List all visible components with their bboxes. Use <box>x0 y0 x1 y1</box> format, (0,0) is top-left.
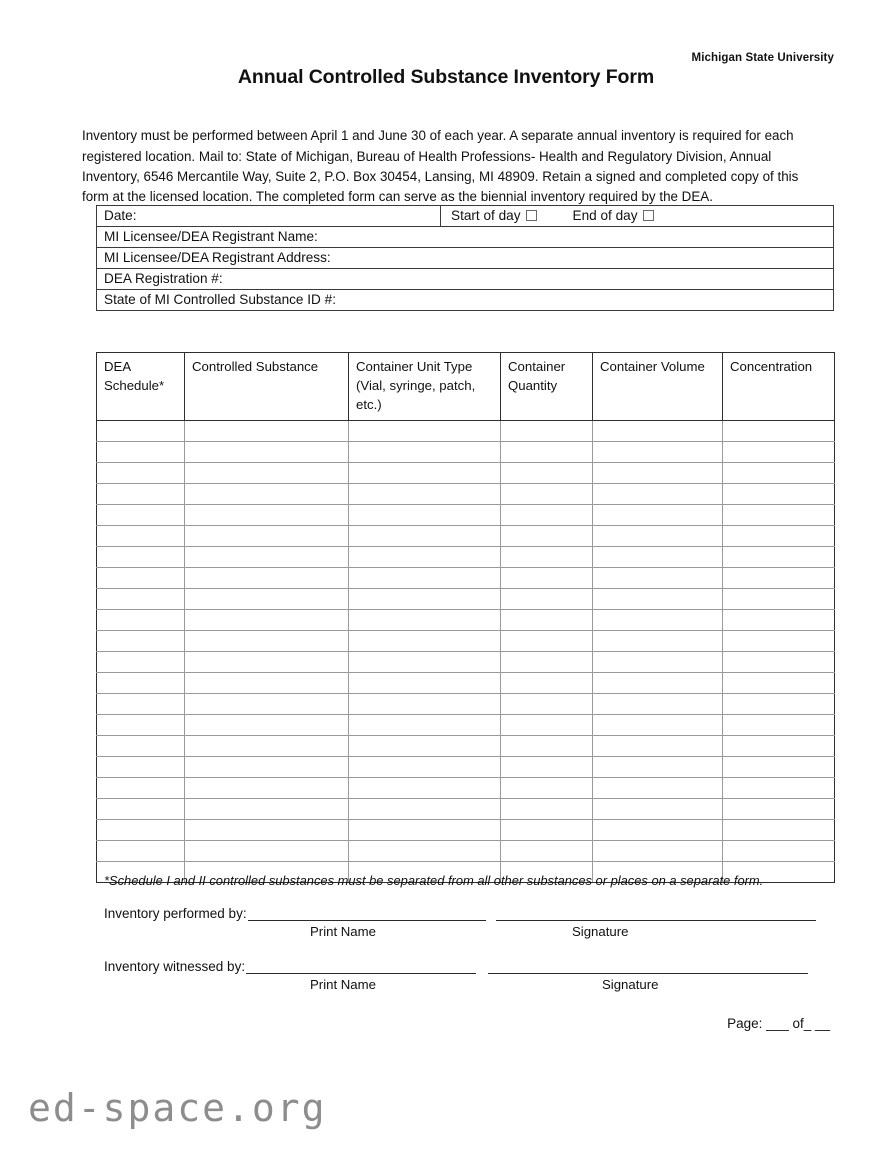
grid-cell[interactable] <box>723 820 835 841</box>
grid-cell[interactable] <box>349 526 501 547</box>
grid-cell[interactable] <box>97 820 185 841</box>
grid-cell[interactable] <box>593 778 723 799</box>
grid-cell[interactable] <box>185 841 349 862</box>
grid-cell[interactable] <box>723 442 835 463</box>
grid-cell[interactable] <box>349 715 501 736</box>
table-row <box>97 421 835 442</box>
grid-cell[interactable] <box>349 463 501 484</box>
header-line: Container Unit Type <box>356 359 473 374</box>
inventory-grid-body <box>97 421 835 883</box>
grid-cell[interactable] <box>97 736 185 757</box>
grid-cell[interactable] <box>501 715 593 736</box>
site-watermark: ed-space.org <box>28 1086 327 1130</box>
table-row-date <box>97 206 834 227</box>
column-header-container-unit-type <box>349 353 501 421</box>
witnessed-signature-field[interactable] <box>488 960 808 974</box>
grid-cell[interactable] <box>349 757 501 778</box>
table-row <box>97 715 835 736</box>
signature-captions <box>104 921 844 941</box>
grid-cell[interactable] <box>501 442 593 463</box>
table-row-licensee-address <box>97 248 834 269</box>
header-line: (Vial, syringe, patch, <box>356 378 476 393</box>
grid-cell[interactable] <box>593 736 723 757</box>
table-row <box>97 442 835 463</box>
grid-cell[interactable] <box>349 694 501 715</box>
grid-cell[interactable] <box>723 484 835 505</box>
grid-cell[interactable] <box>593 715 723 736</box>
grid-cell[interactable] <box>723 463 835 484</box>
performed-print-name-field[interactable] <box>248 907 486 921</box>
table-row <box>97 505 835 526</box>
table-row <box>97 757 835 778</box>
info-label-licensee-name[interactable]: MI Licensee/DEA Registrant Name: <box>97 227 834 248</box>
grid-cell[interactable] <box>97 757 185 778</box>
grid-cell[interactable] <box>501 799 593 820</box>
column-header-concentration <box>723 353 835 421</box>
grid-cell[interactable] <box>185 463 349 484</box>
grid-cell[interactable] <box>185 442 349 463</box>
grid-cell[interactable] <box>501 820 593 841</box>
header-line: Concentration <box>730 359 813 374</box>
column-header-dea-schedule <box>97 353 185 421</box>
signature-block-performed <box>104 906 844 941</box>
grid-cell[interactable] <box>501 610 593 631</box>
witnessed-print-name-caption: Print Name <box>310 977 376 992</box>
table-row <box>97 820 835 841</box>
grid-cell[interactable] <box>185 631 349 652</box>
grid-cell[interactable] <box>97 673 185 694</box>
grid-cell[interactable] <box>723 757 835 778</box>
grid-cell[interactable] <box>723 589 835 610</box>
grid-cell[interactable] <box>185 715 349 736</box>
grid-cell[interactable] <box>593 589 723 610</box>
grid-cell[interactable] <box>185 547 349 568</box>
grid-cell[interactable] <box>501 673 593 694</box>
grid-cell[interactable] <box>97 484 185 505</box>
grid-cell[interactable] <box>593 673 723 694</box>
grid-cell[interactable] <box>593 463 723 484</box>
column-header-container-quantity <box>501 353 593 421</box>
column-header-container-volume <box>593 353 723 421</box>
grid-cell[interactable] <box>723 421 835 442</box>
table-row <box>97 610 835 631</box>
grid-cell[interactable] <box>501 631 593 652</box>
table-row <box>97 463 835 484</box>
grid-cell[interactable] <box>723 505 835 526</box>
info-label-mi-substance-id[interactable]: State of MI Controlled Substance ID #: <box>97 290 834 311</box>
intro-paragraph: Inventory must be performed between April 1 and June 30 of each year. A separate annual inventory is required for each registered location. Mail to: State of Michigan, Bureau of Health Professions- Health and Regulatory Division, Annual Inventory, 6546 Mercantile Way, Suite 2, P.O. Box 30454, Lansing, MI 48909. Retain a signed and completed copy of this form at the licensed location. The completed form can serve as the biennial inventory required by the DEA. <box>82 128 799 204</box>
grid-cell[interactable] <box>349 841 501 862</box>
table-header-row <box>97 353 835 421</box>
grid-cell[interactable] <box>97 841 185 862</box>
grid-cell[interactable] <box>97 715 185 736</box>
grid-cell[interactable] <box>97 505 185 526</box>
grid-cell[interactable] <box>593 757 723 778</box>
performed-signature-field[interactable] <box>496 907 816 921</box>
grid-cell[interactable] <box>593 547 723 568</box>
grid-cell[interactable] <box>723 526 835 547</box>
grid-cell[interactable] <box>723 673 835 694</box>
grid-cell[interactable] <box>97 421 185 442</box>
grid-cell[interactable] <box>501 568 593 589</box>
grid-cell[interactable] <box>97 442 185 463</box>
grid-cell[interactable] <box>349 442 501 463</box>
page-number-line[interactable]: Page: ___ of_ __ <box>727 1016 830 1031</box>
grid-cell[interactable] <box>501 694 593 715</box>
start-of-day-checkbox[interactable] <box>526 210 537 221</box>
grid-cell[interactable] <box>593 631 723 652</box>
table-row-dea-registration <box>97 269 834 290</box>
grid-cell[interactable] <box>723 547 835 568</box>
witnessed-signature-caption: Signature <box>602 977 659 992</box>
table-row <box>97 736 835 757</box>
grid-cell[interactable] <box>97 526 185 547</box>
table-row <box>97 841 835 862</box>
grid-cell[interactable] <box>97 589 185 610</box>
grid-cell[interactable] <box>723 652 835 673</box>
grid-cell[interactable] <box>593 526 723 547</box>
grid-cell[interactable] <box>349 820 501 841</box>
grid-cell[interactable] <box>185 736 349 757</box>
table-row <box>97 547 835 568</box>
grid-cell[interactable] <box>185 568 349 589</box>
header-line: etc.) <box>356 397 382 412</box>
grid-cell[interactable] <box>349 568 501 589</box>
grid-cell[interactable] <box>349 610 501 631</box>
grid-cell[interactable] <box>97 547 185 568</box>
grid-cell[interactable] <box>349 778 501 799</box>
header-line: Container <box>508 359 566 374</box>
table-row <box>97 673 835 694</box>
performed-by-label: Inventory performed by: <box>104 906 247 921</box>
performed-signature-caption: Signature <box>572 924 629 939</box>
grid-cell[interactable] <box>97 463 185 484</box>
signature-captions <box>104 974 844 994</box>
info-label-date: Date: <box>97 206 441 227</box>
grid-cell[interactable] <box>501 757 593 778</box>
table-row <box>97 484 835 505</box>
grid-cell[interactable] <box>349 631 501 652</box>
inventory-grid-table <box>96 352 835 883</box>
grid-cell[interactable] <box>501 841 593 862</box>
grid-cell[interactable] <box>593 421 723 442</box>
registrant-info-table <box>96 205 834 311</box>
grid-cell[interactable] <box>185 694 349 715</box>
grid-cell[interactable] <box>501 505 593 526</box>
grid-cell[interactable] <box>593 652 723 673</box>
grid-cell[interactable] <box>97 568 185 589</box>
grid-cell[interactable] <box>97 631 185 652</box>
grid-cell[interactable] <box>185 673 349 694</box>
grid-cell[interactable] <box>349 589 501 610</box>
grid-cell[interactable] <box>723 694 835 715</box>
header-line: Container Volume <box>600 359 705 374</box>
grid-cell[interactable] <box>185 652 349 673</box>
grid-cell[interactable] <box>723 715 835 736</box>
grid-cell[interactable] <box>185 610 349 631</box>
grid-cell[interactable] <box>501 652 593 673</box>
witnessed-print-name-field[interactable] <box>246 960 476 974</box>
grid-cell[interactable] <box>349 484 501 505</box>
grid-cell[interactable] <box>723 736 835 757</box>
grid-cell[interactable] <box>593 568 723 589</box>
table-row <box>97 778 835 799</box>
table-row <box>97 694 835 715</box>
grid-cell[interactable] <box>723 610 835 631</box>
grid-cell[interactable] <box>501 778 593 799</box>
witnessed-by-label: Inventory witnessed by: <box>104 959 246 974</box>
grid-cell[interactable] <box>723 778 835 799</box>
grid-cell[interactable] <box>723 631 835 652</box>
grid-cell[interactable] <box>501 484 593 505</box>
grid-cell[interactable] <box>501 736 593 757</box>
grid-cell[interactable] <box>185 505 349 526</box>
grid-cell[interactable] <box>185 799 349 820</box>
grid-cell[interactable] <box>593 484 723 505</box>
grid-cell[interactable] <box>185 421 349 442</box>
table-row <box>97 568 835 589</box>
table-row <box>97 799 835 820</box>
grid-cell[interactable] <box>501 421 593 442</box>
table-row <box>97 652 835 673</box>
grid-cell[interactable] <box>501 589 593 610</box>
end-of-day-checkbox[interactable] <box>643 210 654 221</box>
grid-cell[interactable] <box>501 463 593 484</box>
info-label-licensee-address[interactable]: MI Licensee/DEA Registrant Address: <box>97 248 834 269</box>
grid-cell[interactable] <box>593 820 723 841</box>
header-line: DEA <box>104 359 132 374</box>
organization-name: Michigan State University <box>691 52 834 64</box>
grid-cell[interactable] <box>593 841 723 862</box>
grid-cell[interactable] <box>349 652 501 673</box>
grid-cell[interactable] <box>97 694 185 715</box>
signature-row <box>104 959 844 974</box>
grid-cell[interactable] <box>349 673 501 694</box>
day-part-cell <box>441 206 834 227</box>
signature-block-witnessed <box>104 959 844 994</box>
info-label-dea-registration[interactable]: DEA Registration #: <box>97 269 834 290</box>
grid-cell[interactable] <box>501 547 593 568</box>
grid-cell[interactable] <box>185 589 349 610</box>
table-row-mi-substance-id <box>97 290 834 311</box>
grid-cell[interactable] <box>185 778 349 799</box>
header-line: Quantity <box>508 378 558 393</box>
grid-cell[interactable] <box>185 820 349 841</box>
start-of-day-label: Start of day <box>451 208 521 223</box>
signature-row <box>104 906 844 921</box>
grid-cell[interactable] <box>97 778 185 799</box>
grid-cell[interactable] <box>593 505 723 526</box>
column-header-controlled-substance <box>185 353 349 421</box>
grid-cell[interactable] <box>593 442 723 463</box>
grid-cell[interactable] <box>593 694 723 715</box>
grid-cell[interactable] <box>185 526 349 547</box>
table-row <box>97 589 835 610</box>
grid-cell[interactable] <box>593 799 723 820</box>
grid-cell[interactable] <box>97 799 185 820</box>
grid-cell[interactable] <box>349 421 501 442</box>
grid-cell[interactable] <box>349 547 501 568</box>
performed-print-name-caption: Print Name <box>310 924 376 939</box>
grid-cell[interactable] <box>349 799 501 820</box>
grid-cell[interactable] <box>723 841 835 862</box>
end-of-day-label: End of day <box>572 208 638 223</box>
grid-cell[interactable] <box>185 484 349 505</box>
grid-cell[interactable] <box>723 799 835 820</box>
schedule-footnote: *Schedule I and II controlled substances must be separated from all other substances or places on a separate form. <box>104 873 764 888</box>
header-line: Schedule* <box>104 378 165 393</box>
table-row <box>97 526 835 547</box>
grid-cell[interactable] <box>349 505 501 526</box>
grid-cell[interactable] <box>97 652 185 673</box>
header-line: Controlled Substance <box>192 359 319 374</box>
table-row <box>97 631 835 652</box>
grid-cell[interactable] <box>97 610 185 631</box>
grid-cell[interactable] <box>593 610 723 631</box>
grid-cell[interactable] <box>501 526 593 547</box>
grid-cell[interactable] <box>185 757 349 778</box>
page-title: Annual Controlled Substance Inventory Form <box>237 66 655 88</box>
grid-cell[interactable] <box>349 736 501 757</box>
table-row-licensee-name <box>97 227 834 248</box>
grid-cell[interactable] <box>723 568 835 589</box>
